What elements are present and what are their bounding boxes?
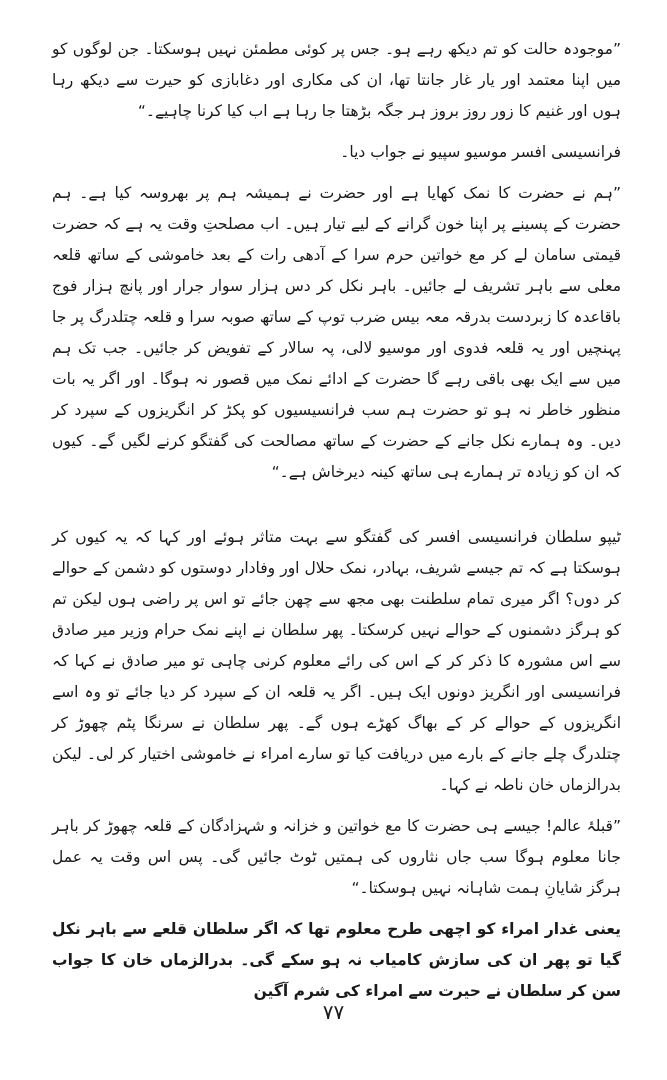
paragraph-french-officer-reply: ”ہم نے حضرت کا نمک کھایا ہے اور حضرت نے ہمیشہ ہم پر بھروسہ کیا ہے۔ ہم حضرت کے پسینے پر اپنا خون گرانے کے لیے تیار ہیں۔ اب مصلحتِ وقت یہ ہے کہ حضرت قیمتی سامان لے کر مع خواتین حرم سرا کے آدھی رات کے بعد خاموشی کے ساتھ قلعہ معلی سے باہر تشریف لے جائیں۔ باہر نکل کر دس ہزار سوار جرار اور پانچ ہزار فوج باقاعدہ کا زبردست بدرقہ معہ بیس ضرب توپ کے ساتھ صوبہ سرا و قلعہ چتلدرگ پر جا پہنچیں اور یہ قلعہ فدوی اور موسیو لالی، پہ سالار کے تفویض کر جائیں۔ جب تک ہم میں سے ایک بھی باقی رہے گا حضرت کے ادائے نمک میں قصور نہ ہوگا۔ اور اگر یہ بات منظور خاطر نہ ہو تو حضرت ہم سب فرانسیسیوں کو پکڑ کر انگریزوں کے سپرد کر دیں۔ وہ ہمارے نکل جانے کے حضرت کے ساتھ مصالحت کی گفتگو کرنے لگیں گے۔ کیوں کہ ان کو زیادہ تر ہمارے ہی ساتھ کینہ دیرخاش ہے۔“ [52, 184, 621, 481]
paragraph-french-officer-intro: فرانسیسی افسر موسیو سپیو نے جواب دیا۔ [340, 143, 621, 161]
page-number: ۷۷ [322, 1000, 345, 1024]
paragraph-badruzzaman-quote: ”قبلۂ عالم! جیسے ہی حضرت کا مع خواتین و خزانہ و شہزادگان کے قلعہ چھوڑ کر باہر جانا معلوم ہوگا سب جاں نثاروں کی ہمتیں ٹوٹ جائیں گی۔ پس اس وقت یہ عمل ہرگز شایانِ ہمت شاہانہ نہیں ہوسکتا۔“ [52, 817, 621, 897]
paragraph-conspiracy: یعنی غدار امراء کو اچھی طرح معلوم تھا کہ اگر سلطان قلعے سے باہر نکل گیا تو پھر ان کی سازش کامیاب نہ ہو سکے گی۔ بدرالزماں خان کا جواب سن کر سلطان نے حیرت سے امراء کی شرم آگین [52, 920, 621, 1000]
paragraph-sultan-question: ”موجودہ حالت کو تم دیکھ رہے ہو۔ جس پر کوئی مطمئن نہیں ہوسکتا۔ جن لوگوں کو میں اپنا معتمد اور یار غار جانتا تھا، ان کی مکاری اور دغابازی کو حیرت سے دیکھ رہا ہوں اور غنیم کا زور روز بروز ہر جگہ بڑھتا جا رہا ہے اب کیا کرنا چاہیے۔“ [52, 40, 621, 120]
paragraph-tipu-response: ٹیپو سلطان فرانسیسی افسر کی گفتگو سے بہت متاثر ہوئے اور کہا کہ یہ کیوں کر ہوسکتا ہے کہ تم جیسے شریف، بہادر، نمک حلال اور وفادار دوستوں کو دشمن کے حوالے کر دوں؟ اگر میری تمام سلطنت بھی مجھ سے چھن جائے تو اس پر راضی ہوں لیکن تم کو ہرگز دشمنوں کے حوالے نہیں کرسکتا۔ پھر سلطان نے اپنے نمک حرام وزیر میر صادق سے اس مشورہ کا ذکر کر کے اس کی رائے معلوم کرنی چاہی تو میر صادق نے کہا کہ فرانسیسی اور انگریز دونوں ایک ہیں۔ اگر یہ قلعہ ان کے سپرد کر دیا جائے تو وہ اسے انگریزوں کے حوالے کر کے بھاگ کھڑے ہوں گے۔ پھر سلطان نے سرنگا پٹم چھوڑ کر چتلدرگ چلے جانے کے بارے میں دریافت کیا تو سارے امراء نے خاموشی اختیار کر لی۔ لیکن بدرالزماں خان ناطہ نے کہا۔ [52, 528, 621, 794]
